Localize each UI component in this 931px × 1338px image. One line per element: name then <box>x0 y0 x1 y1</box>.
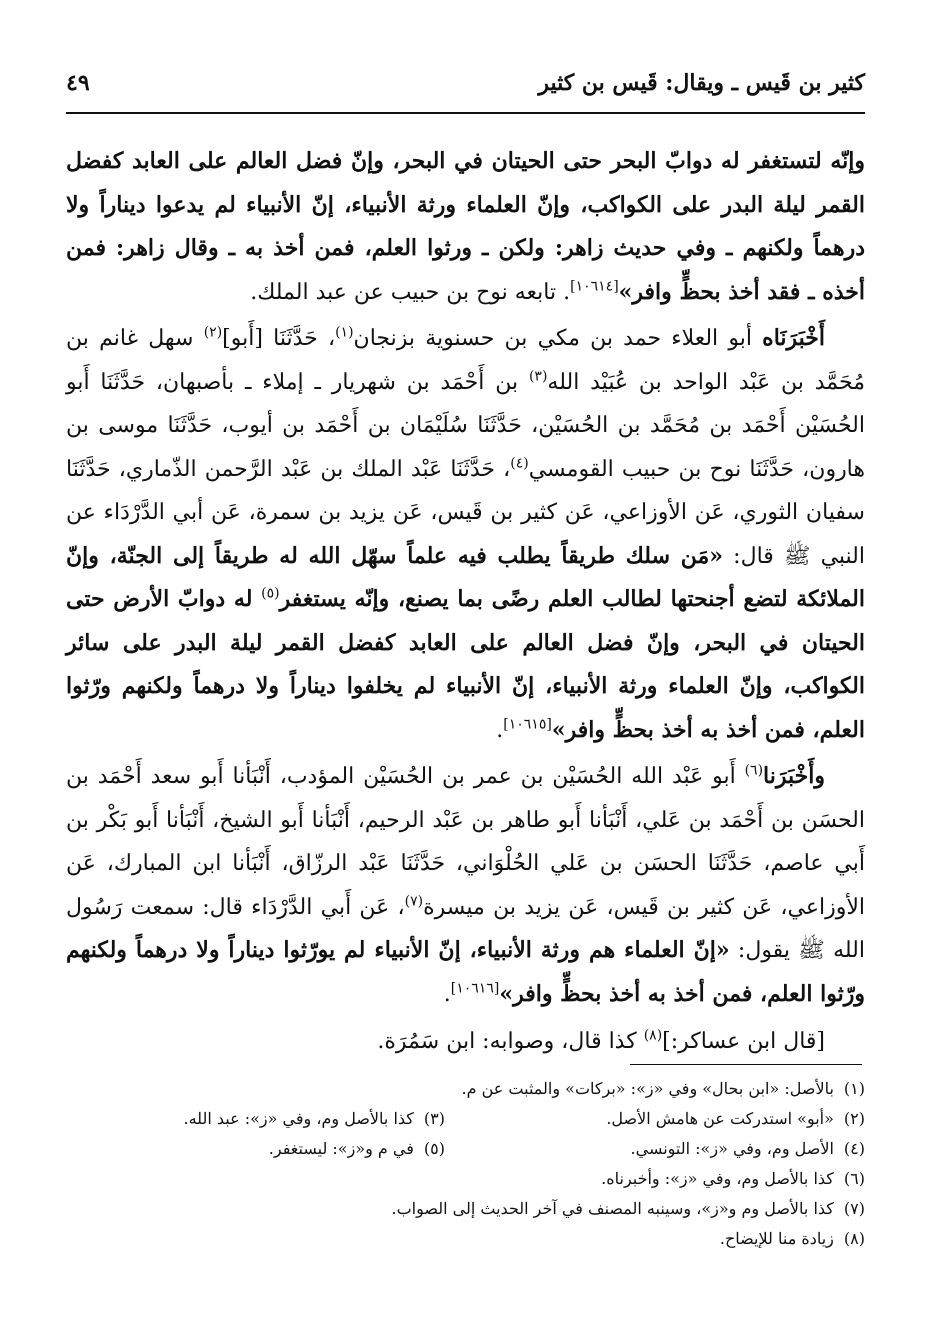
footnote-text: كذا بالأصل وم، وفي «ز»: عبد الله. <box>183 1109 414 1128</box>
footnote-item <box>184 1104 445 1134</box>
footnote-row <box>66 1164 865 1194</box>
paragraph-2 <box>66 317 865 752</box>
isnad-text: أبو العلاء حمد بن مكي بن حسنوية بزنجان <box>353 326 763 351</box>
hadith-text-3: «إنّ العلماء هم ورثة الأنبياء، إنّ الأنبياء لم يورّثوا ديناراً ولا درهماً ولكنهم ورّثوا العلم، فمن أخذ به أخذ بحظٍّ وافر» <box>66 937 865 1007</box>
footnote-row <box>66 1074 865 1104</box>
hadith-ref-3: [١٠٦١٦] <box>450 980 500 997</box>
paragraph-4 <box>66 1020 865 1064</box>
chain-lead-3: وأَخْبَرَنا <box>763 763 825 789</box>
footnote-number: (٤) <box>843 1139 865 1158</box>
chain-lead-2: أَخْبَرَنَاه <box>762 325 826 351</box>
isnad-text: ، حَدَّثَنَا [أَبو] <box>222 326 336 351</box>
footnote-text: بالأصل: «ابن بحال» وفي «ز»: «بركات» والمثبت عن م. <box>461 1079 834 1098</box>
running-title: كثير بن قَيس ـ ويقال: قَيس بن كثير <box>538 70 865 96</box>
footnote-text: كذا بالأصل وم، وفي «ز»: وأخبرناه. <box>601 1169 834 1188</box>
footnote-marker-6: (٦) <box>744 762 764 779</box>
footnote-text: في م و«ز»: ليستغفر. <box>268 1139 414 1158</box>
footnote-number: (٢) <box>843 1109 865 1128</box>
footnote-text: الأصل وم، وفي «ز»: التونسي. <box>630 1139 834 1158</box>
page-number: ٤٩ <box>66 70 90 96</box>
paragraph-3 <box>66 755 865 1016</box>
hadith-text-2b: له دوابّ الأرض حتى الحيتان في البحر، وإنّ فضل العالم على العابد كفضل القمر ليلة البدر على سائر الكواكب، وإنّ العلماء ورثة الأنبياء، إنّ الأنبياء لم يخلفوا ديناراً ولا درهماً ولكنهم ورّثوا العلم، فمن أخذ به أخذ بحظٍّ وافر» <box>66 586 865 743</box>
paragraph-1-tail: . تابعه نوح بن حبيب عن عبد الملك. <box>250 279 571 305</box>
isnad-text: أَبو عَبْد الله الحُسَيْن بن عمر بن الحُسَيْن المؤدب، أَنْبَأنا أَبو سعد أَحْمَد بن الحسَن بن أَحْمَد بن عَلي، أَنْبَأنا أَبو طاهر بن عَبْد الرحيم، أَنْبَأنا أَبو الشيخ، أَنْبَأنا أَبو بَكْر بن أَبي عاصم، حَدَّثَنَا الحسَن بن عَلي الحُلْوَاني، حَدَّثَنَا عَبْد الرزّاق، أَنْبَأنا ابن المبارك، عَن الأوزاعي، عَن كثير بن قَيس، عَن يزيد بن ميسرة <box>66 764 866 920</box>
footnote-marker-5: (٥) <box>261 585 280 602</box>
hadith-ref-1: [١٠٦١٤] <box>570 278 619 295</box>
footnote-number: (٦) <box>843 1169 865 1188</box>
footnotes <box>66 1074 865 1254</box>
footnote-row <box>66 1194 865 1224</box>
main-text <box>66 140 865 1064</box>
running-header <box>66 66 865 106</box>
header-rule <box>66 112 865 114</box>
footnote-marker-3: (٣) <box>528 368 548 385</box>
period: . <box>496 717 504 743</box>
footnote-number: (٨) <box>843 1229 865 1248</box>
footnote-number: (٧) <box>843 1199 865 1218</box>
footnote-marker-1: (١) <box>335 324 354 341</box>
footnote-rule <box>630 1064 862 1065</box>
isnad-text: ، عَن أَبي الدَّرْدَاء قال: سمعت رَسُول الله ﷺ يقول: <box>66 894 866 963</box>
paragraph-1 <box>66 140 865 314</box>
footnote-number: (١) <box>843 1079 865 1098</box>
footnote-text: كذا بالأصل وم و«ز»، وسينبه المصنف في آخر الحديث إلى الصواب. <box>391 1199 834 1218</box>
hadith-ref-2: [١٠٦١٥] <box>503 716 552 733</box>
footnote-row <box>66 1134 865 1164</box>
editor-note: [قال ابن عساكر:] <box>662 1029 825 1054</box>
footnote-number: (٥) <box>423 1139 445 1158</box>
footnote-number: (٣) <box>423 1109 445 1128</box>
hadith-text-2: «مَن سلك طريقاً يطلب فيه علماً سهّل الله له طريقاً إلى الجنّة، وإنّ الملائكة لتضع أجنحتها لطالب العلم رضًى بما يصنع، وإنّه يستغفر <box>66 542 865 612</box>
footnote-item <box>269 1134 445 1164</box>
hadith-text-1: وإنّه لتستغفر له دوابّ البحر حتى الحيتان في البحر، وإنّ فضل العالم على العابد كفضل القمر ليلة البدر على الكواكب، وإنّ العلماء ورثة الأنبياء، إنّ الأنبياء لم يدعوا ديناراً ولا درهماً ولكنهم ـ وفي حديث زاهر: ولكن ـ ورثوا العلم، فمن أخذ به ـ وقال زاهر: فمن أخذه ـ فقد أخذ بحظٍّ وافر» <box>66 148 865 305</box>
editor-note-text: كذا قال، وصوابه: ابن سَمُرَة. <box>377 1029 644 1054</box>
footnote-marker-4: (٤) <box>510 455 529 472</box>
isnad-text: سهل غانم بن مُحَمَّد بن عَبْد الواحد بن عُبَيْد الله <box>66 326 865 395</box>
isnad-text: ، حَدَّثَنَا عَبْد الملك بن عَبْد الرَّحمن الذّماري، حَدَّثَنَا سفيان الثوري، عَن الأوزاعي، عَن كثير بن قَيس، عَن يزيد بن سمرة، عَن أبي الدَّرْدَاء عن النبي ﷺ قال: <box>66 456 865 569</box>
period: . <box>443 981 451 1007</box>
footnote-row <box>66 1224 865 1254</box>
isnad-text: بن أَحْمَد بن شهريار ـ إملاء ـ بأصبهان، حَدَّثَنَا أَبو الحُسَيْن أَحْمَد بن مُحَمَّد بن الحُسَيْن، حَدَّثَنَا سُلَيْمَان بن أَحْمَد بن أيوب، حَدَّثَنَا موسى بن هارون، حَدَّثَنَا نوح بن حبيب القومسي <box>66 369 865 482</box>
footnote-marker-8: (٨) <box>643 1027 663 1044</box>
footnote-text: «أبو» استدركت عن هامش الأصل. <box>606 1109 834 1128</box>
footnote-row <box>66 1104 865 1134</box>
footnote-marker-7: (٧) <box>404 893 424 910</box>
footnote-text: زيادة منا للإيضاح. <box>719 1229 834 1248</box>
footnote-marker-2: (٢) <box>203 324 223 341</box>
